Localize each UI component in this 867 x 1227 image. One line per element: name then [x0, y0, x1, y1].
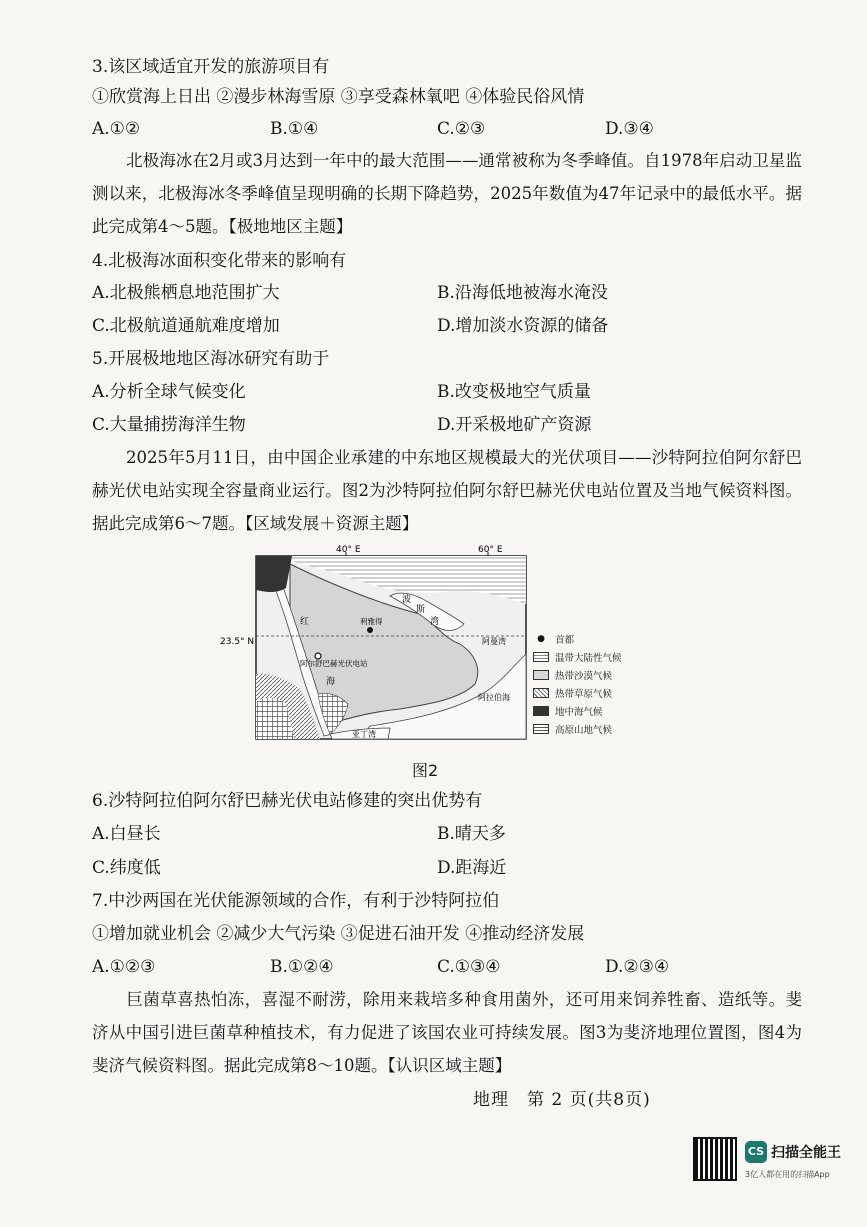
q6-option-a: A.白昼长 [92, 824, 161, 844]
q6-option-d: D.距海近 [437, 858, 507, 878]
q3-option-a: A.①② [92, 119, 141, 139]
map-legend [533, 630, 622, 738]
red-sea-label-2: 海 [326, 677, 336, 687]
legend-item-mediterranean: 地中海气候 [533, 702, 622, 720]
oman-gulf-label: 阿曼湾 [482, 637, 506, 646]
gulf-label-3: 湾 [430, 617, 440, 627]
desert-swatch [533, 670, 549, 680]
q7-stem: 7.中沙两国在光伏能源领域的合作，有利于沙特阿拉伯 [92, 891, 500, 911]
lon-40-label: 40° E [336, 545, 361, 555]
aden-label: 亚丁湾 [352, 730, 376, 739]
legend-item-savanna: 热带草原气候 [533, 684, 622, 702]
tropic-label: 23.5° N [220, 637, 255, 647]
q5-option-b: B.改变极地空气质量 [437, 382, 591, 402]
q3-option-b: B.①④ [270, 119, 319, 139]
passage-solar-plant: 2025年5月11日，由中国企业承建的中东地区规模最大的光伏项目——沙特阿拉伯阿尔舒巴赫光伏电站实现全容量商业运行。图2为沙特阿拉伯阿尔舒巴赫光伏电站位置及当地气候资料图。据此完成第6～7题。【区域发展＋资源主题】 [92, 448, 802, 533]
capital-marker [367, 627, 373, 633]
camscanner-logo-icon: CS [745, 1141, 767, 1163]
lon-60-label: 60° E [478, 545, 503, 555]
arabian-sea-label: 阿拉伯海 [478, 693, 510, 702]
mediterranean-swatch [533, 706, 549, 716]
passage-fiji-grass: 巨菌草喜热怕冻，喜湿不耐涝，除用来栽培多种食用菌外，还可用来饲养牲畜、造纸等。斐济从中国引进巨菌草种植技术，有力促进了该国农业可持续发展。图3为斐济地理位置图，图4为斐济气候资料图。据此完成第8～10题。【认识区域主题】 [92, 990, 802, 1075]
q4-option-a: A.北极熊栖息地范围扩大 [92, 283, 280, 303]
qr-code-icon [693, 1137, 737, 1181]
q7-option-b: B.①②④ [270, 957, 334, 977]
gulf-label-2: 斯 [416, 605, 426, 615]
figure-caption: 图2 [412, 761, 439, 780]
savanna-swatch [533, 688, 549, 698]
q7-option-c: C.①③④ [437, 957, 501, 977]
q3-option-c: C.②③ [437, 119, 486, 139]
q5-stem: 5.开展极地地区海冰研究有助于 [92, 349, 330, 369]
q4-option-d: D.增加淡水资源的储备 [437, 316, 609, 336]
legend-item-highland: 高原山地气候 [533, 720, 622, 738]
temperate-swatch [533, 652, 549, 662]
q4-option-c: C.北极航道通航难度增加 [92, 316, 280, 336]
camscanner-name: 扫描全能王 [771, 1145, 841, 1161]
camscanner-slogan: 3亿人都在用的扫描App [745, 1170, 830, 1179]
q7-option-d: D.②③④ [605, 957, 670, 977]
highland-swatch [533, 724, 549, 734]
page-footer: 地理 第 2 页(共8页) [473, 1090, 651, 1110]
capital-symbol: ● [537, 634, 545, 644]
legend-item-capital: ● 首都 [533, 630, 622, 648]
passage-arctic-ice: 北极海冰在2月或3月达到一年中的最大范围——通常被称为冬季峰值。自1978年启动卫星监测以来，北极海冰冬季峰值呈现明确的长期下降趋势，2025年数值为47年记录中的最低水平。据此完成第4～5题。【极地地区主题】 [92, 151, 802, 236]
q6-stem: 6.沙特阿拉伯阿尔舒巴赫光伏电站修建的突出优势有 [92, 791, 483, 811]
red-sea-label-1: 红 [300, 617, 310, 627]
scanner-watermark [693, 1137, 853, 1197]
gulf-label-1: 波 [402, 595, 412, 605]
legend-item-temperate: 温带大陆性气候 [533, 648, 622, 666]
q6-option-c: C.纬度低 [92, 858, 161, 878]
q3-stem: 3.该区域适宜开发的旅游项目有 [92, 57, 330, 77]
q3-option-d: D.③④ [605, 119, 654, 139]
q5-option-c: C.大量捕捞海洋生物 [92, 415, 246, 435]
q5-option-a: A.分析全球气候变化 [92, 382, 246, 402]
q4-option-b: B.沿海低地被海水淹没 [437, 283, 608, 303]
q7-option-a: A.①②③ [92, 957, 156, 977]
q3-items: ①欣赏海上日出 ②漫步林海雪原 ③享受森林氧吧 ④体验民俗风情 [92, 87, 585, 107]
capital-label: 利雅得 [360, 617, 383, 626]
q5-option-d: D.开采极地矿产资源 [437, 415, 592, 435]
station-label: 阿尔舒巴赫光伏电站 [300, 659, 368, 668]
q6-option-b: B.晴天多 [437, 824, 506, 844]
q4-stem: 4.北极海冰面积变化带来的影响有 [92, 251, 347, 271]
legend-item-desert: 热带沙漠气候 [533, 666, 622, 684]
q7-items: ①增加就业机会 ②减少大气污染 ③促进石油开发 ④推动经济发展 [92, 924, 585, 944]
